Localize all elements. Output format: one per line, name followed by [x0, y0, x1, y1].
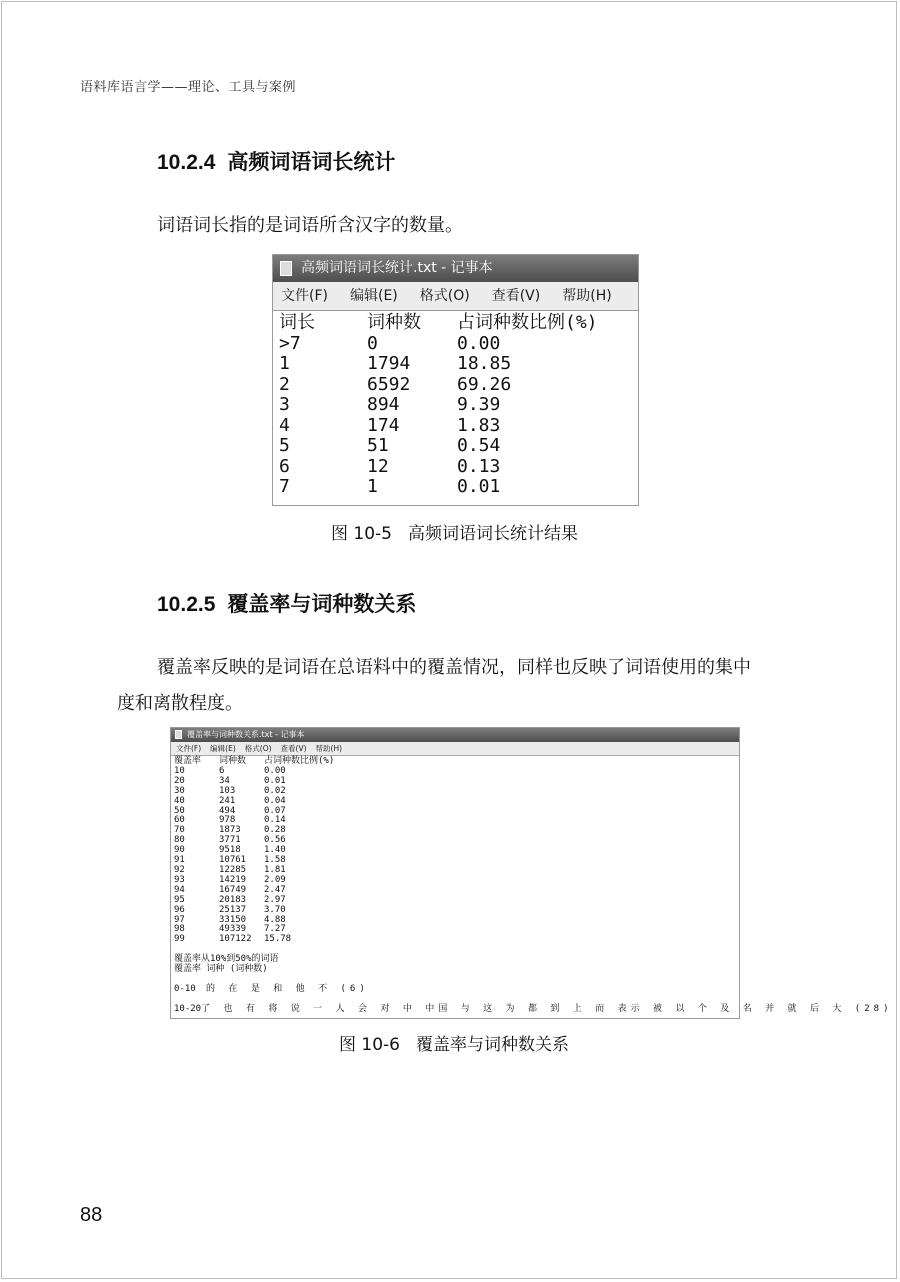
- cell: 4: [279, 414, 290, 436]
- cell: 6: [279, 455, 290, 477]
- menu-view[interactable]: 查看(V): [280, 744, 307, 753]
- menu-format[interactable]: 格式(O): [419, 288, 470, 304]
- header-cell: 词种数: [219, 756, 247, 766]
- table-row: [174, 836, 739, 846]
- cell: 0.54: [457, 435, 501, 456]
- section-title: 覆盖率与词种数关系: [227, 593, 417, 616]
- cell: 4.88: [264, 914, 286, 925]
- cell: 0.14: [264, 815, 286, 826]
- header-cell: 占词种数比例(%): [264, 756, 335, 766]
- cell: 1.40: [264, 845, 286, 856]
- cell: 7: [279, 476, 290, 497]
- menu-help[interactable]: 帮助(H): [315, 744, 343, 753]
- figure-number: 图 10-5: [331, 524, 392, 544]
- cell: 6: [219, 765, 225, 776]
- table-row: [279, 477, 638, 498]
- cell: 0.00: [457, 332, 501, 354]
- table-row: [279, 375, 638, 396]
- cell: 40: [174, 795, 185, 806]
- section-heading-10-2-5: [157, 588, 416, 618]
- cell: 174: [367, 414, 400, 436]
- figure-title: 覆盖率与词种数关系: [416, 1035, 569, 1055]
- table-row: [174, 925, 739, 935]
- table-row: [174, 896, 739, 906]
- cell: 49339: [219, 924, 247, 935]
- cell: 2.97: [264, 894, 286, 905]
- table-row: [174, 797, 739, 807]
- header-cell: 词种数: [367, 312, 421, 333]
- cell: 51: [367, 435, 389, 456]
- cell: 15.78: [264, 934, 292, 945]
- table-row: [174, 876, 739, 886]
- table-row: [174, 916, 739, 926]
- cell: 10: [174, 765, 185, 776]
- cell: 16749: [219, 884, 247, 895]
- cell: 107122: [219, 934, 252, 945]
- word-row: [174, 985, 739, 995]
- table-row: [174, 787, 739, 797]
- cell: 894: [367, 394, 400, 415]
- word-row: [174, 1003, 893, 1015]
- table-row: [279, 395, 638, 416]
- word-section-title: 覆盖率从10%到50%的词语: [174, 954, 279, 965]
- cell: 0: [367, 332, 378, 354]
- page-number: 88: [80, 1204, 103, 1226]
- table-row: [174, 777, 739, 787]
- cell: 12: [367, 455, 389, 477]
- cell: 1.83: [457, 414, 501, 436]
- table-header: [174, 757, 739, 767]
- menu-file[interactable]: 文件(F): [176, 744, 202, 753]
- notepad-window-word-length: [272, 254, 639, 506]
- cell: 1873: [219, 825, 241, 836]
- section-title: 高频词语词长统计: [227, 151, 396, 174]
- cell: 34: [219, 775, 230, 786]
- notepad-icon: [175, 730, 182, 739]
- cell: 91: [174, 855, 185, 866]
- window-titlebar[interactable]: [273, 255, 638, 282]
- table-row: [279, 354, 638, 375]
- paragraph-word-length: 词语词长指的是词语所含汉字的数量。: [157, 215, 463, 236]
- paragraph-coverage-line1: 覆盖率反映的是词语在总语料中的覆盖情况，同样也反映了词语使用的集中: [157, 657, 751, 678]
- cell: 69.26: [457, 373, 512, 395]
- cell: 20183: [219, 894, 247, 905]
- cell: 978: [219, 815, 236, 826]
- cell: 9518: [219, 845, 241, 856]
- cell: 103: [219, 785, 236, 796]
- cell: 97: [174, 914, 185, 925]
- header-cell: 词长: [279, 312, 315, 333]
- cell: 1: [279, 353, 290, 374]
- cell: 241: [219, 795, 236, 806]
- cell: 96: [174, 904, 185, 915]
- cell: 0.56: [264, 835, 286, 846]
- cell: 12285: [219, 864, 247, 875]
- range-label: 10-20: [174, 1003, 202, 1014]
- table-row: [279, 416, 638, 437]
- table-row: [174, 767, 739, 777]
- menu-format[interactable]: 格式(O): [244, 744, 272, 753]
- word-section-header: 覆盖率 词种 (词种数): [174, 964, 268, 975]
- cell: >7: [279, 332, 301, 354]
- cell: 99: [174, 934, 185, 945]
- cell: 14219: [219, 874, 247, 885]
- table-row: [279, 457, 638, 478]
- menu-view[interactable]: 查看(V): [491, 288, 541, 304]
- table-row: [174, 846, 739, 856]
- table-row: [174, 807, 739, 817]
- section-number: 10.2.4: [157, 151, 216, 174]
- table-row: [279, 334, 638, 355]
- cell: 0.02: [264, 785, 286, 796]
- header-cell: 覆盖率: [174, 756, 202, 766]
- window-title: 高频词语词长统计.txt - 记事本: [301, 260, 493, 276]
- cell: 70: [174, 825, 185, 836]
- cell: 0.28: [264, 825, 286, 836]
- cell: 7.27: [264, 924, 286, 935]
- cell: 20: [174, 775, 185, 786]
- word-list: 的 在 是 和 他 不 (6): [206, 984, 369, 995]
- cell: 0.01: [264, 775, 286, 786]
- figure-title: 高频词语词长统计结果: [408, 524, 578, 544]
- table-row: [174, 826, 739, 836]
- cell: 95: [174, 894, 185, 905]
- cell: 2.09: [264, 874, 286, 885]
- cell: 0.01: [457, 476, 501, 497]
- cell: 0.00: [264, 765, 286, 776]
- figure-number: 图 10-6: [339, 1035, 400, 1055]
- cell: 2.47: [264, 884, 286, 895]
- cell: 3.70: [264, 904, 286, 915]
- text-area[interactable]: [171, 756, 893, 1018]
- cell: 33150: [219, 914, 247, 925]
- cell: 98: [174, 924, 185, 935]
- cell: 2: [279, 373, 290, 395]
- cell: 92: [174, 864, 185, 875]
- cell: 93: [174, 874, 185, 885]
- cell: 5: [279, 435, 290, 456]
- cell: 18.85: [457, 353, 512, 374]
- word-list: 了 也 有 将 说 一 人 会 对 中 中国 与 这 为 都 到 上 而 表示 被 以 个 及 名 并 就 后 大 (28): [201, 1003, 893, 1014]
- cell: 0.04: [264, 795, 286, 806]
- window-title: 覆盖率与词种数关系.txt - 记事本: [187, 730, 305, 739]
- window-titlebar[interactable]: [171, 728, 739, 742]
- running-head: 语料库语言学——理论、工具与案例: [80, 80, 297, 95]
- cell: 1: [367, 476, 378, 497]
- table-row: [279, 436, 638, 457]
- notepad-icon: [280, 261, 292, 276]
- cell: 90: [174, 845, 185, 856]
- menu-help[interactable]: 帮助(H): [562, 288, 612, 304]
- cell: 6592: [367, 373, 411, 395]
- menu-bar: [171, 742, 739, 756]
- section-heading-10-2-4: [157, 146, 395, 176]
- cell: 94: [174, 884, 185, 895]
- cell: 1.81: [264, 864, 286, 875]
- table-row: [174, 886, 739, 896]
- cell: 60: [174, 815, 185, 826]
- cell: 0.07: [264, 805, 286, 816]
- range-label: 0-10: [174, 984, 196, 995]
- page-border: [1, 1, 897, 1279]
- figure-caption-10-6: [170, 1030, 738, 1055]
- cell: 1.58: [264, 855, 286, 866]
- cell: 3771: [219, 835, 241, 846]
- cell: 10761: [219, 855, 247, 866]
- cell: 494: [219, 805, 236, 816]
- table-header: [279, 313, 638, 334]
- notepad-window-coverage: [170, 727, 893, 1019]
- cell: 1794: [367, 353, 411, 374]
- header-cell: 占词种数比例(%): [457, 312, 598, 333]
- menu-bar: [273, 282, 638, 311]
- menu-edit[interactable]: 编辑(E): [210, 744, 236, 753]
- text-area[interactable]: [273, 311, 638, 505]
- table-row: [174, 816, 739, 826]
- cell: 30: [174, 785, 185, 796]
- table-row: [174, 935, 739, 945]
- cell: 9.39: [457, 394, 501, 415]
- menu-edit[interactable]: 编辑(E): [349, 288, 398, 304]
- paragraph-coverage-line2: 度和离散程度。: [117, 693, 243, 714]
- table-row: [174, 866, 739, 876]
- cell: 80: [174, 835, 185, 846]
- cell: 25137: [219, 904, 247, 915]
- cell: 0.13: [457, 455, 501, 477]
- section-number: 10.2.5: [157, 593, 216, 616]
- table-row: [174, 906, 739, 916]
- figure-caption-10-5: [272, 519, 637, 544]
- table-row: [174, 856, 739, 866]
- cell: 3: [279, 394, 290, 415]
- menu-file[interactable]: 文件(F): [281, 288, 328, 304]
- cell: 50: [174, 805, 185, 816]
